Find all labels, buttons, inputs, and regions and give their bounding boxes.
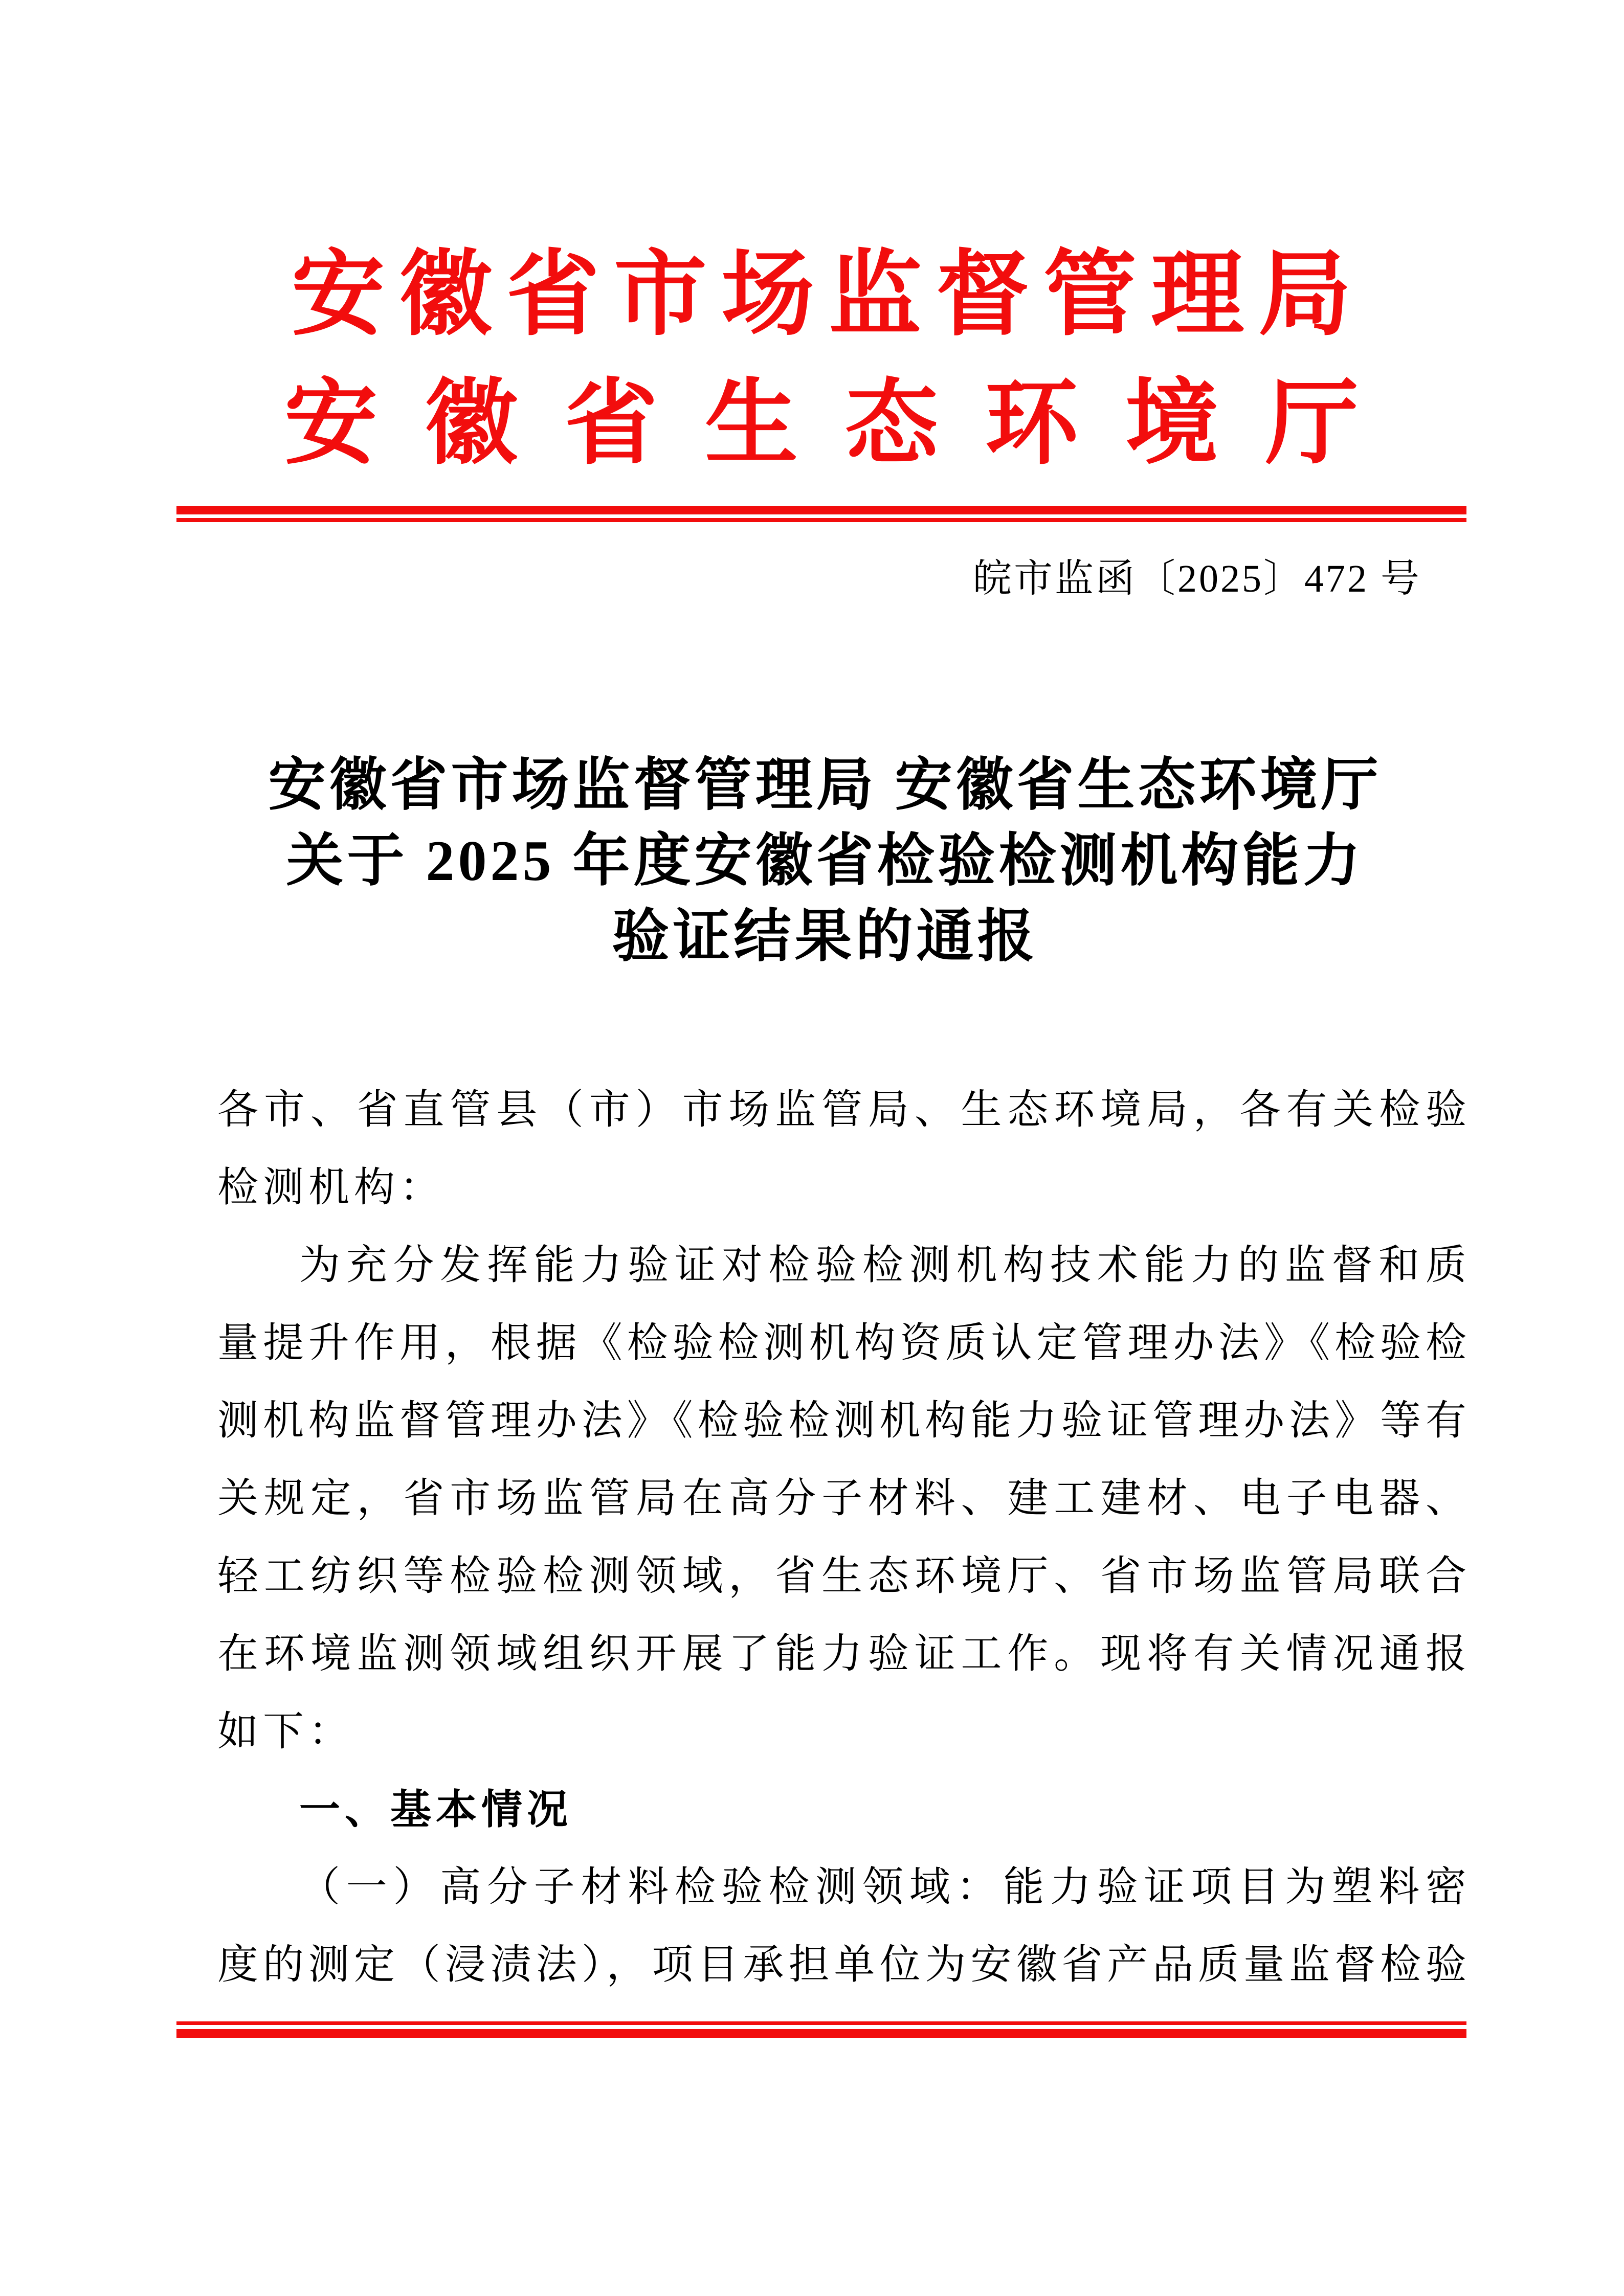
- section-heading: 一、基本情况: [299, 1787, 572, 1832]
- footer-divider-thick-line: [176, 2029, 1466, 2038]
- body-line: 如下：: [217, 1709, 354, 1754]
- body-line: 轻工纺织等检验检测领域，省生态环境厅、省市场监管局联合: [217, 1554, 1466, 1599]
- doc-title: [176, 748, 1470, 975]
- body-line: （一）高分子材料检验检测领域：能力验证项目为塑料密: [299, 1865, 1466, 1910]
- body-line: 各市、省直管县（市）市场监管局、生态环境局，各有关检验: [217, 1088, 1466, 1133]
- footer-divider-gap: [176, 2025, 1466, 2029]
- doc-body: [217, 1071, 1466, 2004]
- header-divider-thin-line: [176, 518, 1466, 522]
- header-divider-gap: [176, 514, 1466, 518]
- body-line: 测机构监督管理办法》《检验检测机构能力验证管理办法》等有: [217, 1399, 1466, 1444]
- org-header-line-2: 安徽省生态环境厅: [284, 373, 1406, 476]
- header-divider-thick-line: [176, 506, 1466, 514]
- org-header: [176, 231, 1466, 489]
- body-line: 关规定，省市场监管局在高分子材料、建工建材、电子电器、: [217, 1476, 1466, 1521]
- body-line: 检测机构：: [217, 1165, 445, 1210]
- body-line: 为充分发挥能力验证对检验检测机构技术能力的监督和质: [299, 1243, 1466, 1288]
- footer-divider: [176, 2021, 1466, 2038]
- doc-title-line-2: 关于 2025 年度安徽省检验检测机构能力: [286, 829, 1364, 893]
- org-header-line-1: 安徽省市场监督管理局: [292, 244, 1366, 347]
- header-divider: [176, 506, 1466, 522]
- footer-divider-thin-line: [176, 2021, 1466, 2025]
- body-line: 在环境监测领域组织开展了能力验证工作。现将有关情况通报: [217, 1632, 1466, 1677]
- doc-title-line-3: 验证结果的通报: [612, 905, 1038, 969]
- doc-number: 皖市监函〔2025〕472 号: [973, 557, 1421, 600]
- body-line: 量提升作用，根据《检验检测机构资质认定管理办法》《检验检: [217, 1321, 1466, 1366]
- doc-title-line-1: 安徽省市场监督管理局 安徽省生态环境厅: [268, 754, 1382, 817]
- body-line: 度的测定（浸渍法），项目承担单位为安徽省产品质量监督检验: [217, 1943, 1466, 1988]
